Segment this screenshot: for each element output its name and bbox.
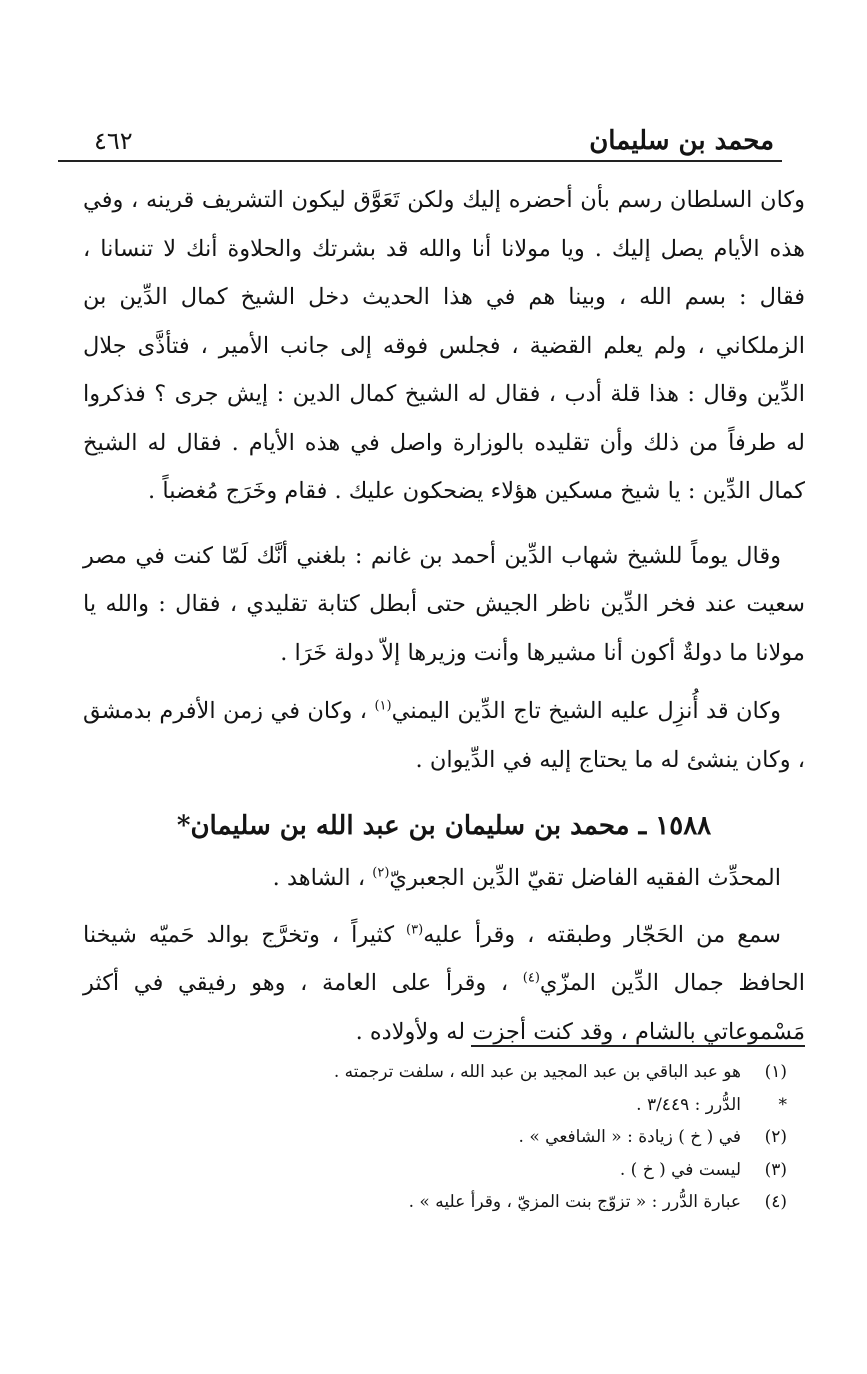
paragraph-4-text-a: سمع من الحَجّار وطبقته ، وقرأ عليه xyxy=(423,921,781,948)
footnote-mark: (٤) xyxy=(764,1192,787,1212)
footnote-ref-2: (٢) xyxy=(372,865,390,881)
footnote xyxy=(147,1121,787,1154)
footnote-mark: * xyxy=(778,1094,787,1115)
footnote-mark: (١) xyxy=(764,1062,787,1082)
footnote xyxy=(147,1089,787,1122)
entry-heading: ١٥٨٨ ـ محمد بن سليمان بن عبد الله بن سليمان* xyxy=(176,811,712,841)
entry-description xyxy=(83,854,805,903)
footnote-text: هو عبد الباقي بن عبد المجيد بن عبد الله ، سلفت ترجمته . xyxy=(333,1062,741,1082)
footnote-text: الدُّرر : ٣/٤٤٩ . xyxy=(636,1094,741,1115)
footnote-divider xyxy=(471,1045,805,1047)
running-title: محمد بن سليمان xyxy=(589,126,774,156)
paragraph-4 xyxy=(83,911,805,1057)
paragraph-4-text-b: كثيراً ، وتخرَّج بوالد حَميّه شيخنا الحافظ جمال الدِّين المزّي xyxy=(83,921,805,996)
footnote-text: ليست في ( خ ) . xyxy=(619,1159,741,1180)
paragraph-2: وقال يوماً للشيخ شهاب الدِّين أحمد بن غانم : بلغني أنَّك لَمّا كنت في مصر سعيت عند فخر الدِّين ناظر الجيش حتى أبطل كتابة تقليدي ، فقال : والله يا مولانا ما دولةٌ أكون أنا مشيرها وأنت وزيرها إلاّ دولة خَرَا . xyxy=(83,542,805,666)
paragraph-1: وكان السلطان رسم بأن أحضره إليك ولكن تَعَوَّق ليكون التشريف قرينه ، وفي هذه الأيام يصل إليك . ويا مولانا أنا والله قد بشرتك والحلاوة أنك لا تنسانا ، فقال : بسم الله ، وبينا هم في هذا الحديث دخل الشيخ كمال الدِّين بن الزملكاني ، ولم يعلم القضية ، فجلس فوقه إلى جانب الأمير ، فتأذَّى جلال الدِّين وقال : هذا قلة أدب ، فقال له الشيخ كمال الدين : إيش جرى ؟ فذكروا له طرفاً من ذلك وأن تقليده بالوزارة واصل في هذه الأيام . فقال له الشيخ كمال الدِّين : يا شيخ مسكين هؤلاء يضحكون عليك . فقام وخَرَج مُغضباً . xyxy=(83,187,805,504)
entry-description-text-b: ، الشاهد . xyxy=(272,865,373,891)
footnotes xyxy=(147,1056,787,1219)
paragraph-3-text-b: ، وكان في زمن الأفرم بدمشق ، وكان ينشئ له ما يحتاج إليه في الدِّيوان . xyxy=(83,698,805,773)
footnote-text: عبارة الدُّرر : « تزوّج بنت المزيّ ، وقرأ عليه » . xyxy=(408,1192,741,1212)
paragraph-3-text-a: وكان قد أُنزِل عليه الشيخ تاج الدِّين اليمني xyxy=(391,698,781,724)
footnote-ref-1: (١) xyxy=(374,698,392,714)
footnote-mark: (٣) xyxy=(764,1159,787,1180)
paragraph-4-text-c: ، وقرأ على العامة ، وهو رفيقي في أكثر مَسْموعاتي بالشام ، وقد كنت أجزت له ولأولاده . xyxy=(83,970,805,1045)
footnote-mark: (٢) xyxy=(764,1127,787,1147)
footnote xyxy=(147,1154,787,1187)
paragraph-3 xyxy=(83,687,805,784)
main-text xyxy=(83,176,805,1056)
footnote xyxy=(147,1056,787,1089)
footnote xyxy=(147,1186,787,1219)
footnote-ref-4: (٤) xyxy=(522,970,540,986)
footnote-ref-3: (٣) xyxy=(406,922,424,937)
entry-description-text-a: المحدِّث الفقيه الفاضل تقيّ الدِّين الجعبريّ xyxy=(389,865,781,891)
page-header xyxy=(58,122,782,162)
footnote-text: في ( خ ) زيادة : « الشافعي » . xyxy=(518,1127,741,1147)
page-number: ٤٦٢ xyxy=(94,127,133,155)
